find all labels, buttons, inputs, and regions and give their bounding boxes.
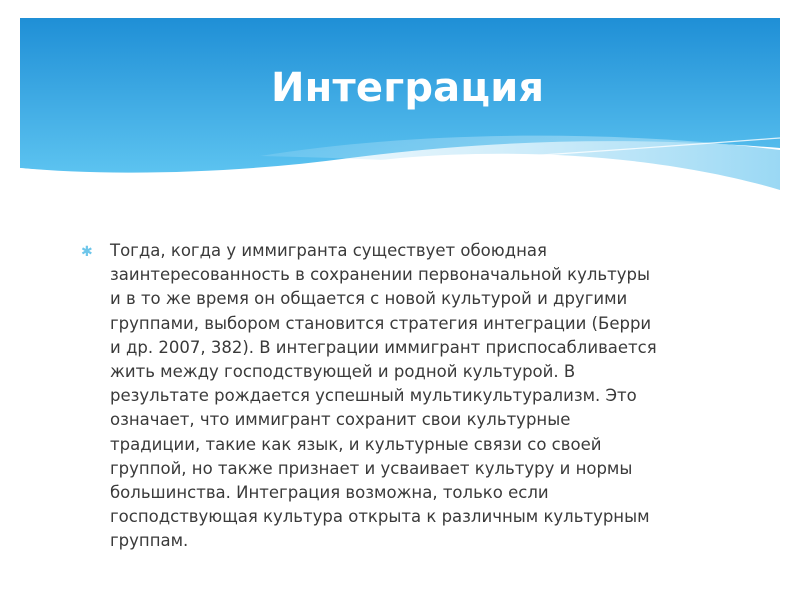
bullet-line: группой, но также признает и усваивает культуру и нормы bbox=[110, 458, 633, 478]
asterisk-bullet-icon: ✱ bbox=[81, 244, 93, 260]
bullet-line: группами, выбором становится стратегия интеграции (Берри bbox=[110, 313, 652, 333]
bullet-line: Тогда, когда у иммигранта существует обоюдная bbox=[110, 241, 547, 260]
bullet-line: результате рождается успешный мультикультурализм. Это bbox=[110, 386, 637, 406]
bullet-line: большинства. Интеграция возможна, только если bbox=[110, 483, 549, 503]
bullet-line: жить между господствующей и родной культурой. В bbox=[110, 362, 576, 382]
bullet-line: группам. bbox=[110, 531, 189, 551]
bullet-line: господствующая культура открыта к различным культурным bbox=[110, 507, 650, 527]
bullet-text bbox=[110, 239, 741, 554]
slide-content bbox=[81, 239, 741, 554]
slide-title: Интеграция bbox=[271, 65, 545, 111]
bullet-line: означает, что иммигрант сохранит свои культурные bbox=[110, 410, 571, 430]
wave-header-background bbox=[20, 18, 780, 248]
bullet-line: и др. 2007, 382). В интеграции иммигрант приспосабливается bbox=[110, 337, 657, 357]
bullet-line: заинтересованность в сохранении первоначальной культуры bbox=[110, 265, 651, 285]
bullet-line: традиции, такие как язык, и культурные связи со своей bbox=[110, 434, 602, 454]
bullet-line: и в то же время он общается с новой культурой и другими bbox=[110, 289, 628, 309]
slide bbox=[20, 18, 780, 586]
bullet-item bbox=[81, 239, 741, 554]
